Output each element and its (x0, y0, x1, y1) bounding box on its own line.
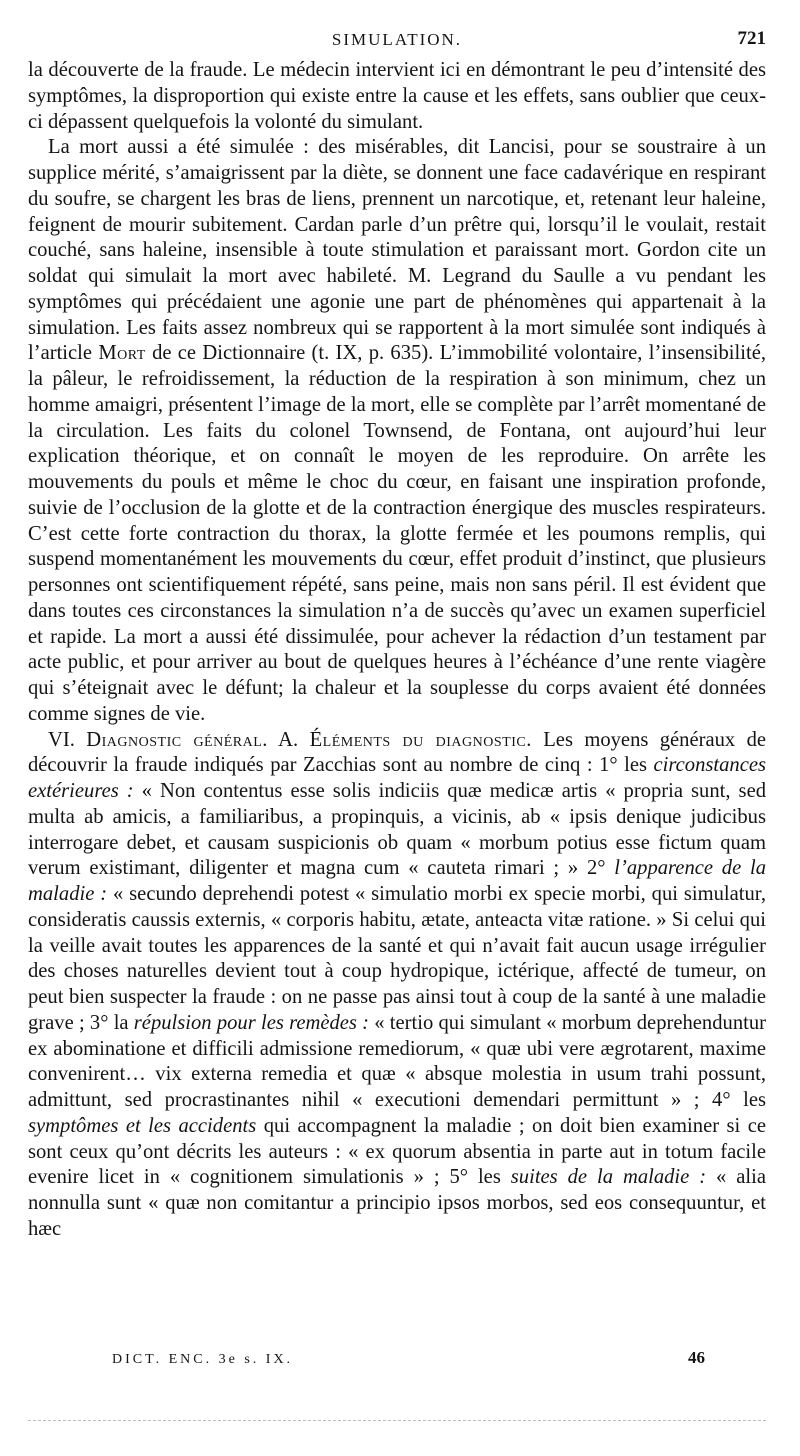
subsection-heading: Éléments du diagnostic. (309, 728, 532, 751)
paragraph-1 (28, 58, 766, 135)
section-number: VI. (48, 728, 75, 751)
italic-term-2: l’apparence de la maladie : (28, 857, 766, 905)
printer-signature: DICT. ENC. 3e s. IX. (112, 1352, 294, 1367)
paragraph-3-text-3: « secundo deprehendi potest « simulatio morbi ex specie morbi, qui simulatur, consideratis caussis externis, « corporis habitu, ætate, anteacta vitæ ratione. » Si celui qui la veille avait toutes les apparences de la santé et qui n’avait fait aucun usage irrégulier des choses naturelles devient tout à coup hydropique, ictérique, affecté de tumeur, on peut bien suspecter la fraude : on ne passe pas ainsi tout à coup de la santé à une maladie grave ; 3° la (28, 883, 766, 1034)
section-heading: Diagnostic général. (86, 728, 268, 751)
paragraph-2-text-b: de ce Dictionnaire (t. IX, p. 635). L’immobilité volontaire, l’insensibilité, la pâleur, le refroidissement, la réduction de la respiration à son minimum, chez un homme amaigri, présentent l’image de la mort, elle se complète par l’arrêt momentané de la circulation. Les faits du colonel Townsend, de Fontana, ont aujourd’hui leur explication théorique, et on connaît le moyen de les reproduire. On arrête les mouvements du pouls et même le choc du cœur, en faisant une inspiration profonde, suivie de l’occlusion de la glotte et de la contraction énergique des muscles respirateurs. C’est cette forte contraction du thorax, la glotte fermée et les poumons remplis, qui suspend momentanément les mouvements du cœur, effet produit d’instinct, que plusieurs personnes ont scientifiquement répété, sans peine, mais non sans péril. Il est évident que dans toutes ces circonstances la simulation n’a de succès qu’avec un examen superficiel et rapide. La mort a aussi été dissimulée, pour achever la rédaction d’un testament par acte public, et pour arriver au bout de quelques heures à l’échéance d’une rente viagère qui s’éteignait avec le défunt; la chaleur et la souplesse du corps avaient été données comme signes de vie. (28, 342, 766, 725)
page-number: 721 (737, 28, 766, 49)
sheet-number: 46 (688, 1348, 705, 1367)
paragraph-3-text-2: « Non contentus esse solis indiciis quæ medicæ artis « propria sunt, sed multa ab amicis, a familiaribus, a propinquis, a vicinis, ab « ipsis denique judicibus interrogare debet, et causam suspicionis ob quam « morbum potius esse fictum quam verum existimant, diligenter et magna cum « cauteta rimari ; » 2° (28, 780, 767, 880)
document-page (28, 0, 766, 1456)
italic-term-4: symptômes et les accidents (28, 1114, 257, 1137)
italic-term-3: répulsion pour les remèdes : (133, 1011, 370, 1034)
paragraph-2-text-a: La mort aussi a été simulée : des misérables, dit Lancisi, pour se soustraire à un supplice mérité, s’amaigrissent par la diète, se donnent une face cadavérique en respirant du soufre, se chargent les bras de liens, prennent un narcotique, et, retenant leur haleine, feignent de mourir subitement. Cardan parle d’un prêtre qui, lorsqu’il le voulait, restait couché, sans haleine, insensible à toute stimulation et paraissant mort. Gordon cite un soldat qui simulait la mort avec habileté. M. Legrand du Saulle a vu pendant les symptômes qui précédaient une agonie une part de phénomènes qui appartenait à la simulation. Les faits assez nombreux qui se rapportent à la mort simulée sont indiqués à l’article (28, 136, 766, 365)
body-text (28, 58, 766, 1243)
bottom-rule (28, 1420, 766, 1421)
paragraph-3-text-5: qui accompagnent la maladie ; on doit bien examiner si ce sont ceux qu’ont décrits les auteurs : « ex quorum absentia in parte aut in totum facile evenire licet in « cognitionem simulationis » ; 5° les (28, 1114, 766, 1189)
paragraph-2 (28, 135, 766, 727)
running-title: SIMULATION. (331, 30, 463, 49)
italic-term-1: circonstances extérieures : (28, 754, 766, 802)
subsection-letter: A. (278, 728, 299, 751)
paragraph-3-text-1: Les moyens généraux de découvrir la fraude indiqués par Zacchias sont au nombre de cinq : 1° les (28, 728, 767, 777)
paragraph-1-text: la découverte de la fraude. Le médecin intervient ici en démontrant le peu d’intensité des symptômes, la disproportion qui existe entre la cause et les effets, sans oublier que ceux-ci dépassent quelquefois la volonté du simulant. (28, 59, 766, 133)
italic-term-5: suites de la maladie : (510, 1166, 707, 1189)
paragraph-3 (28, 728, 766, 1243)
paragraph-3-text-4: « tertio qui simulant « morbum deprehenduntur ex abominatione et difficili admissione remediorum, « quæ ubi vere ægrotarent, maxime convenirent… vix externa remedia et quæ « absque molestia in usum trahi possunt, admittunt, sed procrastinantes nihil « executioni demendari permittunt » ; 4° les (28, 1011, 766, 1111)
page-footer (28, 1348, 766, 1380)
page-header (28, 30, 766, 60)
article-reference: Mort (98, 342, 146, 365)
paragraph-3-text-6: « alia nonnulla sunt « quæ non comitantur a principio ipsos morbos, sed eos consequuntur, et hæc (28, 1166, 766, 1240)
